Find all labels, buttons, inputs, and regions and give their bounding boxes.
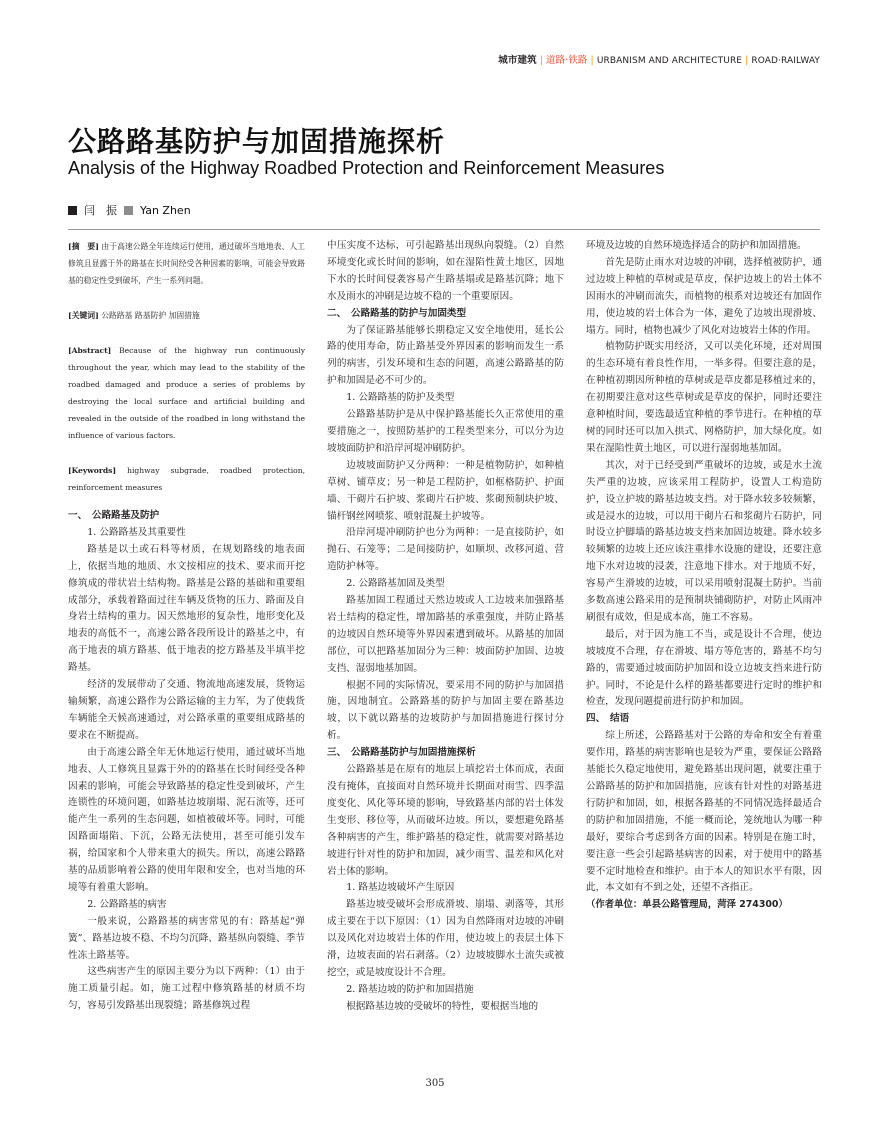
- subsection-heading: 2. 路基边坡的防护和加固措施: [346, 983, 474, 995]
- paragraph: 根据不同的实际情况，要采用不同的防护与加固措施，因地制宜。公路路基的防护与加固主要在路基边坡，以下就以路基的边坡防护与加固措施进行探讨分析。: [327, 679, 564, 742]
- paragraph: 路基是以土或石料等材质，在规划路线的地表面上，依据当地的地质、水文按相应的技术、要求而开挖修筑成的带状岩土结构物。路基是公路的基础和重要组成部分，承载着路面过往车辆及货物的压力、路面及自身岩土结构的重力。因天然地形的复杂性，地形变化及地表的高低不一，高速公路各段所设计的路基之中，有高于地表的填方路基、低于地表的挖方路基及半填半挖路基。: [68, 543, 305, 674]
- section-name-en: ROAD·RAILWAY: [751, 56, 820, 66]
- body-text-col2: [327, 238, 564, 1016]
- section-heading: 二、 公路路基的防护与加固类型: [327, 307, 467, 319]
- subsection-heading: 1. 路基边坡破坏产生原因: [346, 882, 455, 894]
- section-heading: 四、 结语: [586, 713, 630, 725]
- paragraph: 为了保证路基能够长期稳定又安全地使用，延长公路的使用寿命，防止路基受外界因素的影响而发生一系列的病害，引发环境和生态的问题，高速公路路基的防护和加固是必不可少的。: [327, 324, 564, 387]
- author-marker-icon: [68, 206, 77, 215]
- running-header: 城市建筑 | 道路·铁路 | URBANISM AND ARCHITECTURE | ROAD·RAILWAY: [498, 55, 820, 66]
- author-affiliation: （作者单位：单县公路管理局，菏泽 274300）: [586, 899, 788, 911]
- author-line: [68, 202, 191, 218]
- paragraph: 由于高速公路全年无休地运行使用，通过破坏当地地表、人工修筑且显露于外的的路基在长时间经受各种因素的影响，可能会导致路基的稳定性受到破坏，产生连锁性的环境问题，如路基边坡崩塌、泥石流等，还可能产生一系列的生态问题，如植被破坏等。同时，可能因路面塌陷、下沉，公路无法使用，甚至可能引发车祸，给国家和个人带来重大的损失。所以，高速公路路基的品质影响着公路的使用年限和安全，也对当地的环境等有着重大影响。: [68, 746, 305, 893]
- section-heading: 一、 公路路基及防护: [68, 510, 160, 521]
- paragraph: 沿岸河堤冲刷防护也分为两种：一是直接防护，如抛石、石笼等；二是间接防护，如顺坝、改移河道、营造防护林等。: [327, 527, 564, 573]
- column-3: [586, 238, 822, 914]
- abstract-cn: [摘 要] 由于高速公路全年连续运行使用，通过破坏当地地表、人工修筑且显露于外的路基在长时间经受各种因素的影响，可能会导致路基的稳定性受到破坏，产生一系列问题。: [68, 242, 305, 285]
- column-2: [327, 238, 564, 1016]
- subsection-heading: 1. 公路路基及其重要性: [87, 526, 186, 538]
- paragraph: 一般来说，公路路基的病害常见的有：路基起“弹簧”、路基边坡不稳、不均匀沉降、路基纵向裂缝、季节性冻土路基等。: [68, 915, 305, 961]
- section-name-cn: 道路·铁路: [546, 55, 588, 66]
- paragraph: 路基加固工程通过天然边坡或人工边坡来加强路基岩土结构的稳定性，增加路基的承重强度，并防止路基的边坡因自然环境等外界因素遭到破坏。从路基的加固部位，可以把路基加固分为三种：坡面防护加固、边坡支挡、湿弱地基加固。: [327, 595, 564, 674]
- section-heading: 三、 公路路基防护与加固措施探析: [327, 747, 476, 759]
- journal-name-cn: 城市建筑: [498, 55, 537, 66]
- paragraph: 公路路基是在原有的地层上填挖岩土体而成，表面没有掩体，直接面对自然环境并长期面对雨雪、四季温度变化、风化等环境的影响，导致路基内部的岩土体发生变形、移位等，从而破坏边坡。所以，要想避免路基各种病害的产生，维护路基的稳定性，就需要对路基边坡进行针对性的防护和加固，减少雨雪、温差和风化对岩土体的影响。: [327, 764, 564, 877]
- keywords-cn: [关键词] 公路路基 路基防护 加固措施: [68, 311, 200, 320]
- page-number: 305: [425, 1078, 445, 1089]
- subsection-heading: 2. 公路路基加固及类型: [346, 578, 445, 590]
- journal-name-en: URBANISM AND ARCHITECTURE: [596, 56, 743, 66]
- paragraph: 中压实度不达标，可引起路基出现纵向裂缝。（2）自然环境变化或长时间的影响，如在湿陷性黄土地区，因地下水的长时间侵袭容易产生路基塌或是路基沉降；地下水及雨水的冲刷是边坡不稳的一个重要原因。: [327, 240, 564, 302]
- column-1: [68, 238, 305, 1015]
- author-cn: 闫 振: [84, 204, 117, 217]
- body-text-col3: [586, 238, 822, 897]
- title-divider: [68, 229, 820, 230]
- paragraph: 植物防护既实用经济，又可以美化环境，还对周围的生态环境有着良性作用，一举多得。但要注意的是，在种植初期因所种植的草树或是草皮都是移植过来的，在初期要注意对这些草树或是草皮的保护，同时还要注意种植时间，要选最适宜种植的季节进行。在种植的草树的同时还可以加入拱式、网格防护，加大绿化度。如果在湿陷性黄土地区，可以进行湿弱地基加固。: [586, 341, 822, 454]
- subsection-heading: 1. 公路路基的防护及类型: [346, 392, 455, 404]
- paragraph: 经济的发展带动了交通、物流地高速发展，货物运输频繁，高速公路作为公路运输的主力军，为了使载货车辆能全天候高速通过，对公路承重的重要组成路基的要求在不断提高。: [68, 679, 305, 741]
- article-title-en: Analysis of the Highway Roadbed Protection and Reinforcement Measures: [68, 158, 665, 178]
- paragraph: 综上所述，公路路基对于公路的寿命和安全有着重要作用，路基的病害影响也是较为严重，要保证公路路基能长久稳定地使用，避免路基出现问题，就要注重于公路路基的防护和加固措施，应该有针对性的对路基进行防护和加固，如，根据各路基的不同情况选择最适合的防护和加固措施，不能一概而论，笼统地认为哪一种最好，要综合考虑到各方面的因素。特别是在施工时，要注意一些会引起路基病害的因素，对于使用中的路基要不定时地检查和维护。由于本人的知识水平有限，因此，本文如有不到之处，还望不吝指正。: [586, 730, 822, 894]
- paragraph: 最后，对于因为施工不当，或是设计不合理，使边坡坡度不合理，存在滑坡、塌方等危害的，路基不均匀路的，需要通过坡面防护加固和设立边坡支挡来进行防护。同时，不论是什么样的路基都要进行定时的维护和检查，发现问题提前进行防护和加固。: [586, 628, 822, 708]
- body-text-col1: [68, 508, 305, 1015]
- keywords-en: [Keywords] highway subgrade, roadbed protection, reinforcement measures: [68, 466, 306, 492]
- paragraph: 路基边坡受破坏会形成滑坡、崩塌、剥落等，其形成主要在于以下原因：（1）因为自然降雨对边坡的冲刷以及风化对边坡岩土体的作用，使边坡上的表层土体下滑，边坡表面的岩石剥落。（2）边坡坡脚水土流失或被挖空，或是坡度设计不合理。: [327, 899, 564, 978]
- paragraph: 这些病害产生的原因主要分为以下两种：（1）由于施工质量引起。如，施工过程中修筑路基的材质不均匀，容易引发路基出现裂缝；路基修筑过程: [68, 966, 305, 1012]
- paragraph: 首先是防止雨水对边坡的冲刷，选择植被防护，通过边坡上种植的草树或是草皮，保护边坡上的岩土体不因雨水的冲刷而流失，而植物的根系对边坡还有加固作用，使边坡的岩土体合为一体，避免了边坡出现滑坡、塌方。同时，植物也减少了风化对边坡岩土体的作用。: [586, 256, 822, 336]
- article-title-cn: 公路路基防护与加固措施探析: [68, 125, 446, 158]
- abstract-en: [Abstract] Because of the highway run continuously throughout the year, which may lead to the stability of the roadbed damaged and produce a series of problems by destroying the local surface and artificial building and revealed in the outside of the roadbed in long withstand the influence of various factors.: [68, 346, 305, 440]
- paragraph: 根据路基边坡的受破坏的特性，要根据当地的: [346, 1000, 539, 1012]
- paragraph: 其次，对于已经受到严重破坏的边坡，或是水土流失严重的边坡，应该采用工程防护，设置人工构造防护，设立护坡的路基边坡支挡。对于降水较多较频繁，或是浸水的边坡，可以用干砌片石和浆砌片石防护，同时设立护脚墙的路基边坡支挡来加固边坡建。降水较多较频繁的边坡上还应该注重排水设施的建设，还要注意地下水对边坡的浸袭，注意地下排水。对于地质不好，容易产生滑坡的边坡，可以采用喷射混凝土防护。当前多数高速公路采用的是预制块铺砌防护，对防止风雨冲刷很有成效，但是成本高，施工不容易。: [586, 459, 822, 623]
- paragraph: 环境及边坡的自然环境选择适合的防护和加固措施。: [586, 240, 807, 251]
- author-en: Yan Zhen: [140, 204, 191, 217]
- author-marker-icon: [124, 206, 133, 215]
- subsection-heading: 2. 公路路基的病害: [87, 898, 167, 910]
- paragraph: 边坡坡面防护又分两种：一种是植物防护，如种植草树、铺草皮；另一种是工程防护，如框格防护、护面墙、干砌片石护坡、浆砌片石护坡、浆砌预制块护坡、锚杆钢丝网喷浆、喷射混凝土护坡等。: [327, 459, 564, 522]
- paragraph: 公路路基防护是从中保护路基能长久正常使用的重要措施之一，按照防基护的工程类型来分，可以分为边坡坡面防护和沿岸河堤冲刷防护。: [327, 409, 564, 454]
